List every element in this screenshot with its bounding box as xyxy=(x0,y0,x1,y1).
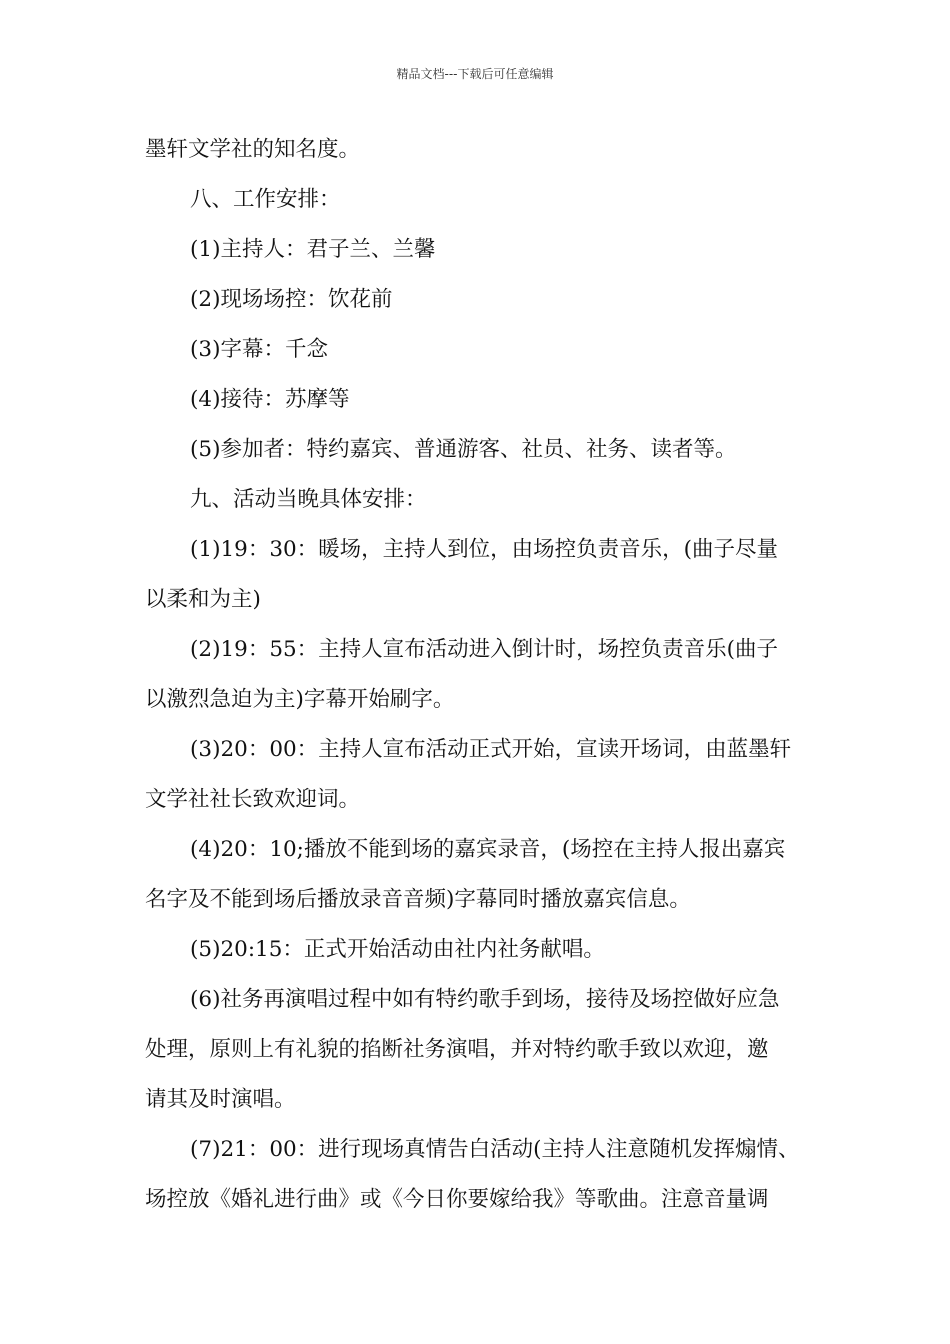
list-item-continuation: 名字及不能到场后播放录音音频)字幕同时播放嘉宾信息。 xyxy=(145,887,691,912)
list-item: (5)20:15：正式开始活动由社内社务献唱。 xyxy=(190,937,605,962)
section-heading: 九、活动当晚具体安排： xyxy=(190,487,427,512)
list-item: (3)20：00：主持人宣布活动正式开始，宣读开场词，由蓝墨轩 xyxy=(190,737,792,762)
section-heading: 八、工作安排： xyxy=(190,187,341,212)
list-item: (5)参加者：特约嘉宾、普通游客、社员、社务、读者等。 xyxy=(190,437,737,462)
list-item: (2)19：55：主持人宣布活动进入倒计时，场控负责音乐(曲子 xyxy=(190,637,779,662)
list-item-continuation: 以激烈急迫为主)字幕开始刷字。 xyxy=(145,687,455,712)
list-item-continuation: 文学社社长致欢迎词。 xyxy=(145,787,361,812)
list-item: (6)社务再演唱过程中如有特约歌手到场，接待及场控做好应急 xyxy=(190,987,780,1012)
list-item-continuation: 场控放《婚礼进行曲》或《今日你要嫁给我》等歌曲。注意音量调 xyxy=(145,1187,769,1212)
list-item: (4)接待：苏摩等 xyxy=(190,387,350,412)
list-item-continuation: 处理，原则上有礼貌的掐断社务演唱，并对特约歌手致以欢迎，邀 xyxy=(145,1037,769,1062)
list-item: (1)19：30：暖场，主持人到位，由场控负责音乐，(曲子尽量 xyxy=(190,537,779,562)
list-item: (1)主持人：君子兰、兰馨 xyxy=(190,237,436,262)
list-item-continuation: 以柔和为主) xyxy=(145,587,261,612)
list-item: (3)字幕：千念 xyxy=(190,337,328,362)
list-item: (2)现场场控：饮花前 xyxy=(190,287,393,312)
list-item: (7)21：00：进行现场真情告白活动(主持人注意随机发挥煽情、 xyxy=(190,1137,800,1162)
list-item: (4)20：10;播放不能到场的嘉宾录音，(场控在主持人报出嘉宾 xyxy=(190,837,786,862)
list-item-continuation: 请其及时演唱。 xyxy=(145,1087,296,1112)
text-line: 墨轩文学社的知名度。 xyxy=(145,137,361,162)
page-header: 精品文档---下载后可任意编辑 xyxy=(396,67,554,81)
